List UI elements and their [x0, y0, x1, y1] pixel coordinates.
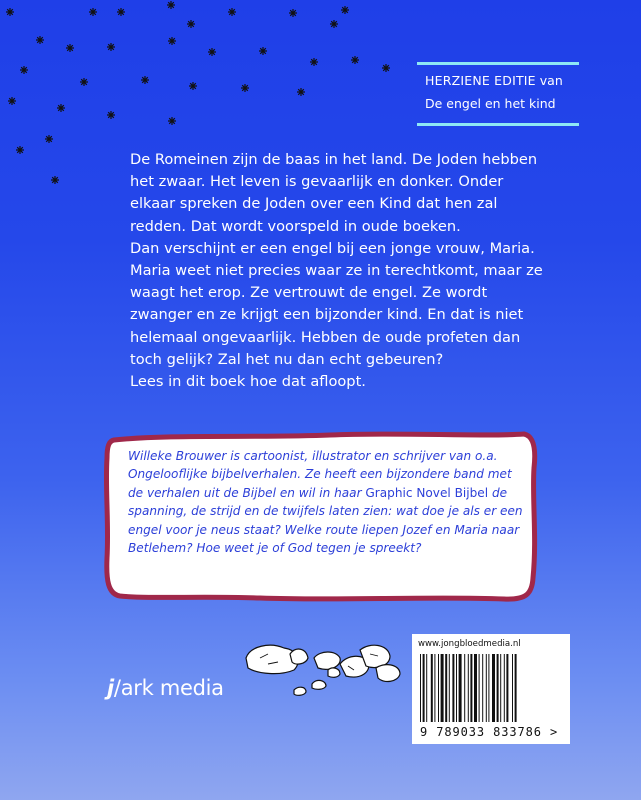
edition-heading: HERZIENE EDITIE van — [425, 73, 563, 88]
star-icon — [66, 44, 74, 52]
star-icon — [208, 48, 216, 56]
star-icon — [141, 76, 149, 84]
star-icon — [228, 8, 236, 16]
star-icon — [89, 8, 97, 16]
star-icon — [168, 117, 176, 125]
blurb-text — [130, 149, 550, 393]
star-icon — [8, 97, 16, 105]
star-icon — [36, 36, 44, 44]
barcode-box — [412, 634, 570, 744]
star-icon — [107, 111, 115, 119]
star-icon — [187, 20, 195, 28]
author-bio-text: Willeke Brouwer is cartoonist, illustrator en schrijver van o.a. Ongelooflijke bijbelverhalen. Ze heeft een bijzondere band met de verhalen uit de Bijbel en wil in haar Graphic Novel Bijbel de spanning, de strijd en de twijfels laten zien: wat doe je als er een engel voor je neus staat? Welke route liepen Jozef en Maria naar Betlehem? Hoe weet je of God tegen je spreekt? — [128, 449, 523, 556]
star-icon — [289, 9, 297, 17]
star-icon — [297, 88, 305, 96]
blurb-paragraph-3: Lees in dit boek hoe dat afloopt. — [130, 373, 366, 391]
star-icon — [20, 66, 28, 74]
edition-bar-bottom — [417, 123, 579, 126]
star-icon — [57, 104, 65, 112]
star-icon — [167, 1, 175, 9]
star-icon — [45, 135, 53, 143]
star-icon — [16, 146, 24, 154]
edition-title: De engel en het kind — [425, 96, 556, 111]
star-icon — [241, 84, 249, 92]
star-icon — [341, 6, 349, 14]
star-icon — [259, 47, 267, 55]
publisher-logo: j/ark media — [107, 676, 224, 700]
blurb-paragraph-1: De Romeinen zijn de baas in het land. De Joden hebben het zwaar. Het leven is gevaarlijk en donker. Onder elkaar spreken de Joden over een Kind dat hen zal redden. Dat wordt voorspeld in oude boeken. — [130, 151, 538, 235]
star-icon — [51, 176, 59, 184]
edition-bar-top — [417, 62, 579, 65]
edition-label — [417, 62, 579, 126]
isbn-number: 9 789033 833786 > — [420, 725, 559, 739]
blurb-paragraph-2: Dan verschijnt er een engel bij een jonge vrouw, Maria. Maria weet niet precies waar ze in terechtkomt, maar ze waagt het erop. Ze vertrouwt de engel. Ze wordt zwanger en ze krijgt een bijzonder kind. En dat is niet helemaal ongevaarlijk. Hebben de oude profeten dan toch gelijk? Zal het nu dan echt gebeuren? — [130, 239, 543, 368]
star-icon — [382, 64, 390, 72]
star-icon — [168, 37, 176, 45]
star-icon — [330, 20, 338, 28]
barcode-bars — [420, 654, 562, 724]
star-icon — [310, 58, 318, 66]
rocks-sketch-illustration — [240, 628, 410, 708]
star-icon — [351, 56, 359, 64]
star-icon — [80, 78, 88, 86]
publisher-url: www.jongbloedmedia.nl — [418, 639, 521, 649]
star-icon — [107, 43, 115, 51]
star-icon — [189, 82, 197, 90]
star-icon — [6, 8, 14, 16]
star-icon — [117, 8, 125, 16]
